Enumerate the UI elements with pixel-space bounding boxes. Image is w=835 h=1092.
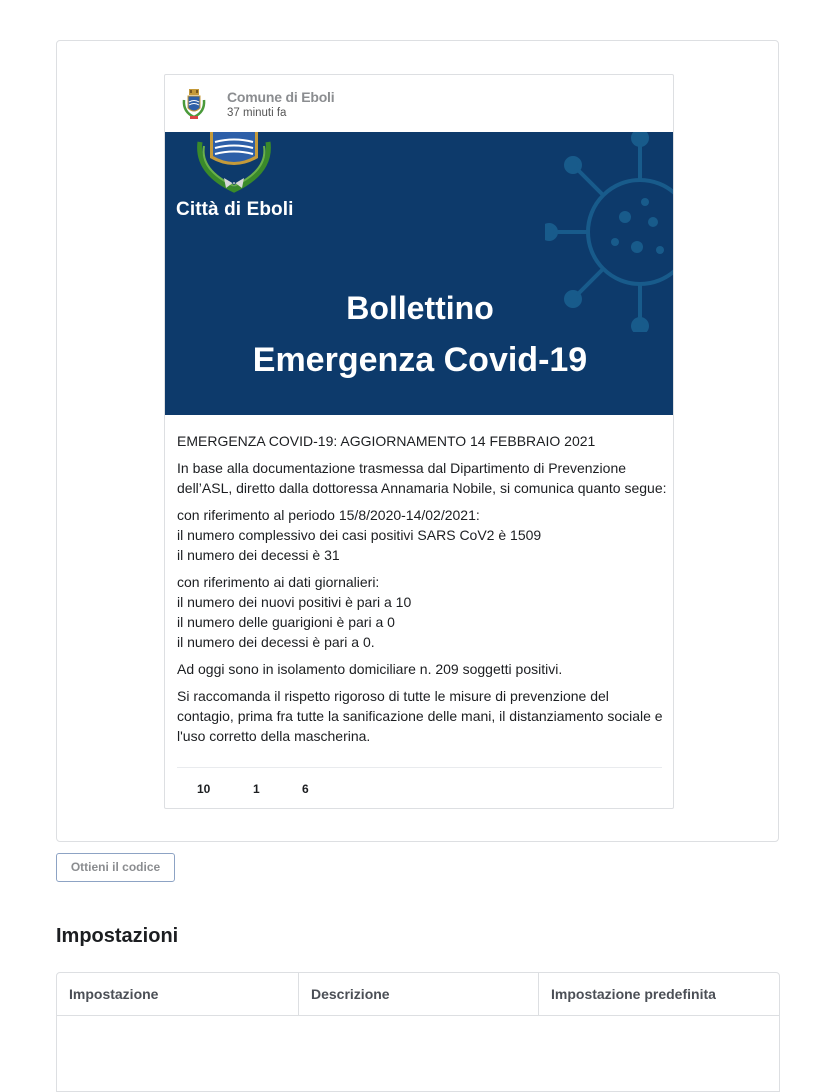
post-text <box>177 431 667 753</box>
facebook-post <box>164 74 674 809</box>
recommendation-paragraph: Si raccomanda il rispetto rigoroso di tutte le misure di prevenzione del contagio, prima fra tutte la sanificazione delle mani, il distanziamento sociale e l'uso corretto della mascherina. <box>177 688 663 744</box>
period-line: il numero complessivo dei casi positivi SARS CoV2 è 1509 <box>177 527 542 543</box>
page-name-link[interactable]: Comune di Eboli <box>227 89 335 105</box>
page-avatar-crest-icon[interactable] <box>181 88 207 122</box>
banner-title-line1: Bollettino <box>346 290 494 326</box>
post-heading: EMERGENZA COVID-19: AGGIORNAMENTO 14 FEBBRAIO 2021 <box>177 433 596 449</box>
daily-paragraph <box>177 572 667 652</box>
period-line: il numero dei decessi è 31 <box>177 547 340 563</box>
banner-city-name: Città di Eboli <box>176 199 294 220</box>
isolation-paragraph: Ad oggi sono in isolamento domiciliare n. 209 soggetti positivi. <box>177 661 563 677</box>
post-image-banner[interactable] <box>165 132 674 415</box>
post-engagement-bar <box>177 767 662 806</box>
daily-line: il numero dei decessi è pari a 0. <box>177 634 375 650</box>
settings-title: Impostazioni <box>56 925 179 947</box>
post-timestamp[interactable]: 37 minuti fa <box>227 107 287 119</box>
reactions-count[interactable]: 10 <box>197 782 211 796</box>
shares-count[interactable]: 6 <box>302 782 309 796</box>
get-code-button[interactable]: Ottieni il codice <box>56 853 175 882</box>
banner-title-line2: Emergenza Covid-19 <box>252 341 588 379</box>
city-crest-icon <box>190 132 278 194</box>
column-header-description: Descrizione <box>299 973 539 1015</box>
column-header-setting: Impostazione <box>57 973 299 1015</box>
comments-count[interactable]: 1 <box>253 782 260 796</box>
daily-line: il numero delle guarigioni è pari a 0 <box>177 614 395 630</box>
period-paragraph <box>177 505 667 565</box>
column-header-default: Impostazione predefinita <box>551 986 716 1002</box>
settings-table <box>56 972 780 1092</box>
daily-line: il numero dei nuovi positivi è pari a 10 <box>177 594 412 610</box>
settings-table-header <box>57 973 779 1016</box>
period-line: con riferimento al periodo 15/8/2020-14/02/2021: <box>177 507 480 523</box>
post-header <box>165 75 673 133</box>
post-intro: In base alla documentazione trasmessa dal Dipartimento di Prevenzione dell’ASL, diretto dalla dottoressa Annamaria Nobile, si comunica quanto segue: <box>177 460 667 496</box>
daily-line: con riferimento ai dati giornalieri: <box>177 574 380 590</box>
embed-preview <box>56 40 779 842</box>
